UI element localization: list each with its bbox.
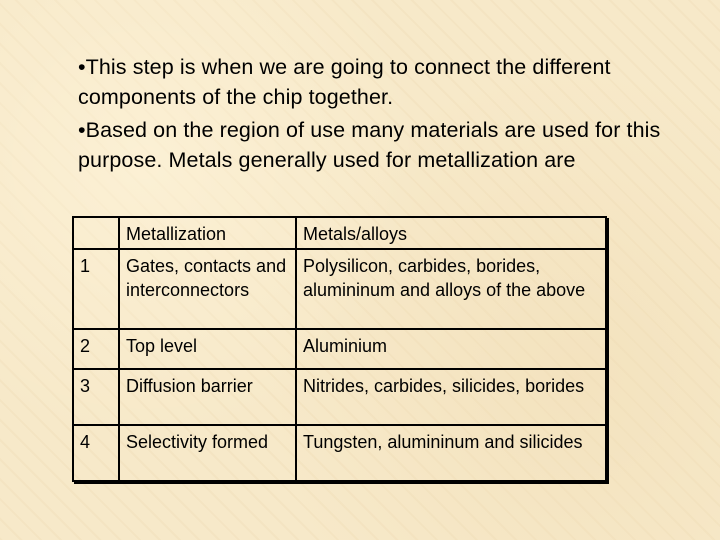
table-cell: Tungsten, alumininum and silicides	[296, 425, 606, 481]
table-row	[73, 249, 606, 329]
table-cell: Nitrides, carbides, silicides, borides	[296, 369, 606, 425]
table-cell: Selectivity formed	[119, 425, 296, 481]
table-row	[73, 425, 606, 481]
table-cell: 3	[73, 369, 119, 425]
table-cell: Aluminium	[296, 329, 606, 369]
table-cell: 2	[73, 329, 119, 369]
table-cell: Diffusion barrier	[119, 369, 296, 425]
table-header-row	[73, 217, 606, 249]
table-cell: Polysilicon, carbides, borides, alumininum and alloys of the above	[296, 249, 606, 329]
table-cell: Top level	[119, 329, 296, 369]
bullet-item: •Based on the region of use many materials are used for this purpose. Metals generally used for metallization are	[78, 118, 661, 172]
header-cell: Metallization	[119, 217, 296, 249]
table-cell: Gates, contacts and interconnectors	[119, 249, 296, 329]
table-cell: 1	[73, 249, 119, 329]
table-cell: 4	[73, 425, 119, 481]
metallization-table	[72, 216, 607, 482]
header-cell	[73, 217, 119, 249]
table-row	[73, 329, 606, 369]
table-row	[73, 369, 606, 425]
header-cell: Metals/alloys	[296, 217, 606, 249]
bullet-item: •This step is when we are going to connect the different components of the chip together.	[78, 55, 611, 109]
bullet-list	[78, 52, 668, 178]
